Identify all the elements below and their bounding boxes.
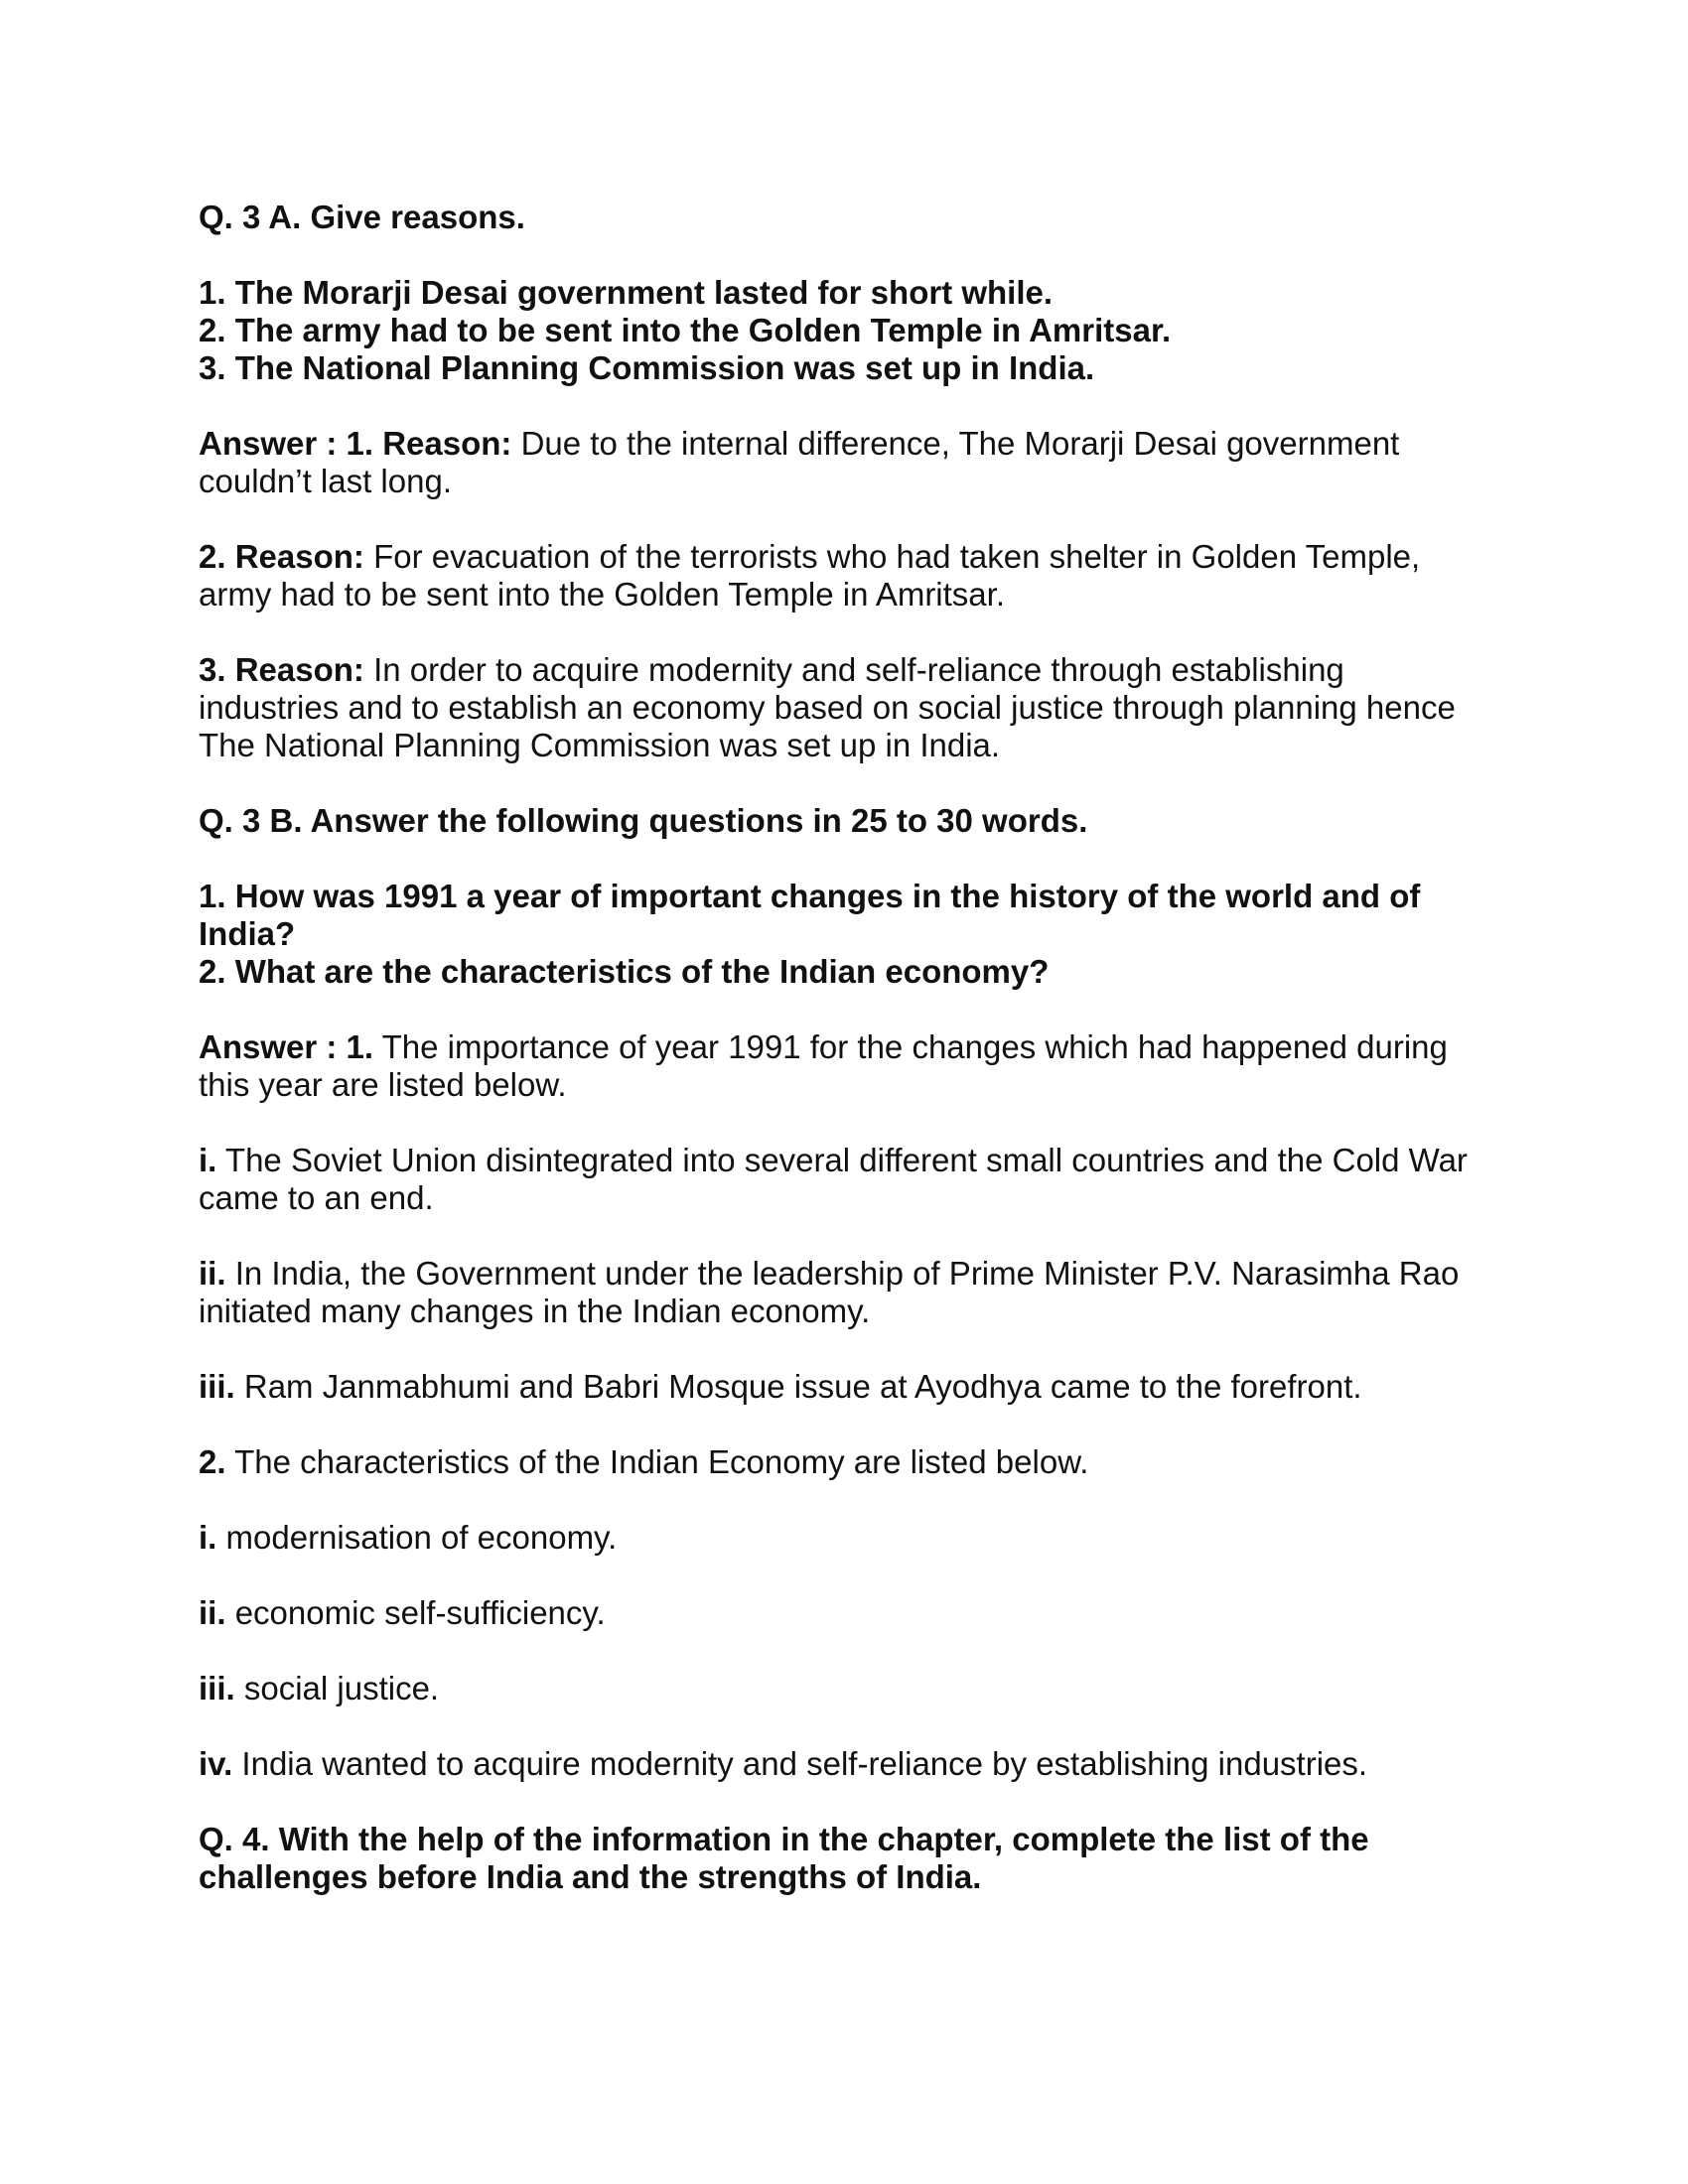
q3b-answer-1 xyxy=(199,1028,1489,1104)
q3b-question-1: 1. How was 1991 a year of important changes in the history of the world and of India? xyxy=(199,878,1421,952)
list-item xyxy=(199,1670,1489,1707)
list-text: Ram Janmabhumi and Babri Mosque issue at Ayodhya came to the forefront. xyxy=(243,1368,1362,1405)
list-text: The Soviet Union disintegrated into several different small countries and the Cold War came to an end. xyxy=(199,1142,1468,1216)
list-marker: ii. xyxy=(199,1255,226,1292)
answer-text: In order to acquire modernity and self-reliance through establishing industries and to establish an economy based on social justice through planning hence The National Planning Commission was set up in India. xyxy=(199,651,1456,763)
q3b-answer-2 xyxy=(199,1443,1489,1481)
list-item xyxy=(199,1368,1489,1406)
q3a-answer-2 xyxy=(199,538,1489,614)
q3a-question-2: 2. The army had to be sent into the Golden Temple in Amritsar. xyxy=(199,312,1172,348)
list-text: In India, the Government under the leadership of Prime Minister P.V. Narasimha Rao initiated many changes in the Indian economy. xyxy=(199,1255,1460,1329)
document-page xyxy=(199,199,1489,1934)
list-text: economic self-sufficiency. xyxy=(234,1594,606,1631)
q3b-question-2: 2. What are the characteristics of the Indian economy? xyxy=(199,953,1050,990)
list-marker: iv. xyxy=(199,1745,233,1782)
q3a-question-1: 1. The Morarji Desai government lasted for short while. xyxy=(199,274,1054,311)
list-item xyxy=(199,1142,1489,1217)
answer-lead: 2. Reason: xyxy=(199,538,364,575)
list-item xyxy=(199,1519,1489,1557)
list-marker: iii. xyxy=(199,1670,235,1706)
q3a-question-3: 3. The National Planning Commission was set up in India. xyxy=(199,349,1095,386)
list-item xyxy=(199,1594,1489,1632)
q3a-heading: Q. 3 A. Give reasons. xyxy=(199,199,525,235)
answer-lead: Answer : 1. xyxy=(199,1028,374,1065)
q3b-question-list xyxy=(199,878,1489,991)
q3a-answer-3 xyxy=(199,651,1489,764)
q3b-heading: Q. 3 B. Answer the following questions in 25 to 30 words. xyxy=(199,802,1088,839)
list-marker: ii. xyxy=(199,1594,226,1631)
list-marker: i. xyxy=(199,1519,217,1556)
list-text: India wanted to acquire modernity and self-reliance by establishing industries. xyxy=(241,1745,1368,1782)
answer-lead: Answer : 1. Reason: xyxy=(199,425,512,462)
q4-heading: Q. 4. With the help of the information in the chapter, complete the list of the challenges before India and the strengths of India. xyxy=(199,1821,1369,1895)
list-text: modernisation of economy. xyxy=(225,1519,618,1556)
answer-text: Due to the internal difference, The Morarji Desai government couldn’t last long. xyxy=(199,425,1400,499)
answer-text: For evacuation of the terrorists who had taken shelter in Golden Temple, army had to be sent into the Golden Temple in Amritsar. xyxy=(199,538,1421,613)
list-item xyxy=(199,1255,1489,1330)
list-text: social justice. xyxy=(243,1670,440,1706)
answer-text: The importance of year 1991 for the changes which had happened during this year are listed below. xyxy=(199,1028,1448,1103)
list-marker: iii. xyxy=(199,1368,235,1405)
q3a-question-list xyxy=(199,274,1489,387)
answer-lead: 3. Reason: xyxy=(199,651,364,688)
answer-text: The characteristics of the Indian Economy are listed below. xyxy=(234,1443,1089,1480)
list-item xyxy=(199,1745,1489,1783)
answer-lead: 2. xyxy=(199,1443,226,1480)
q3a-answer-1 xyxy=(199,425,1489,500)
list-marker: i. xyxy=(199,1142,217,1178)
